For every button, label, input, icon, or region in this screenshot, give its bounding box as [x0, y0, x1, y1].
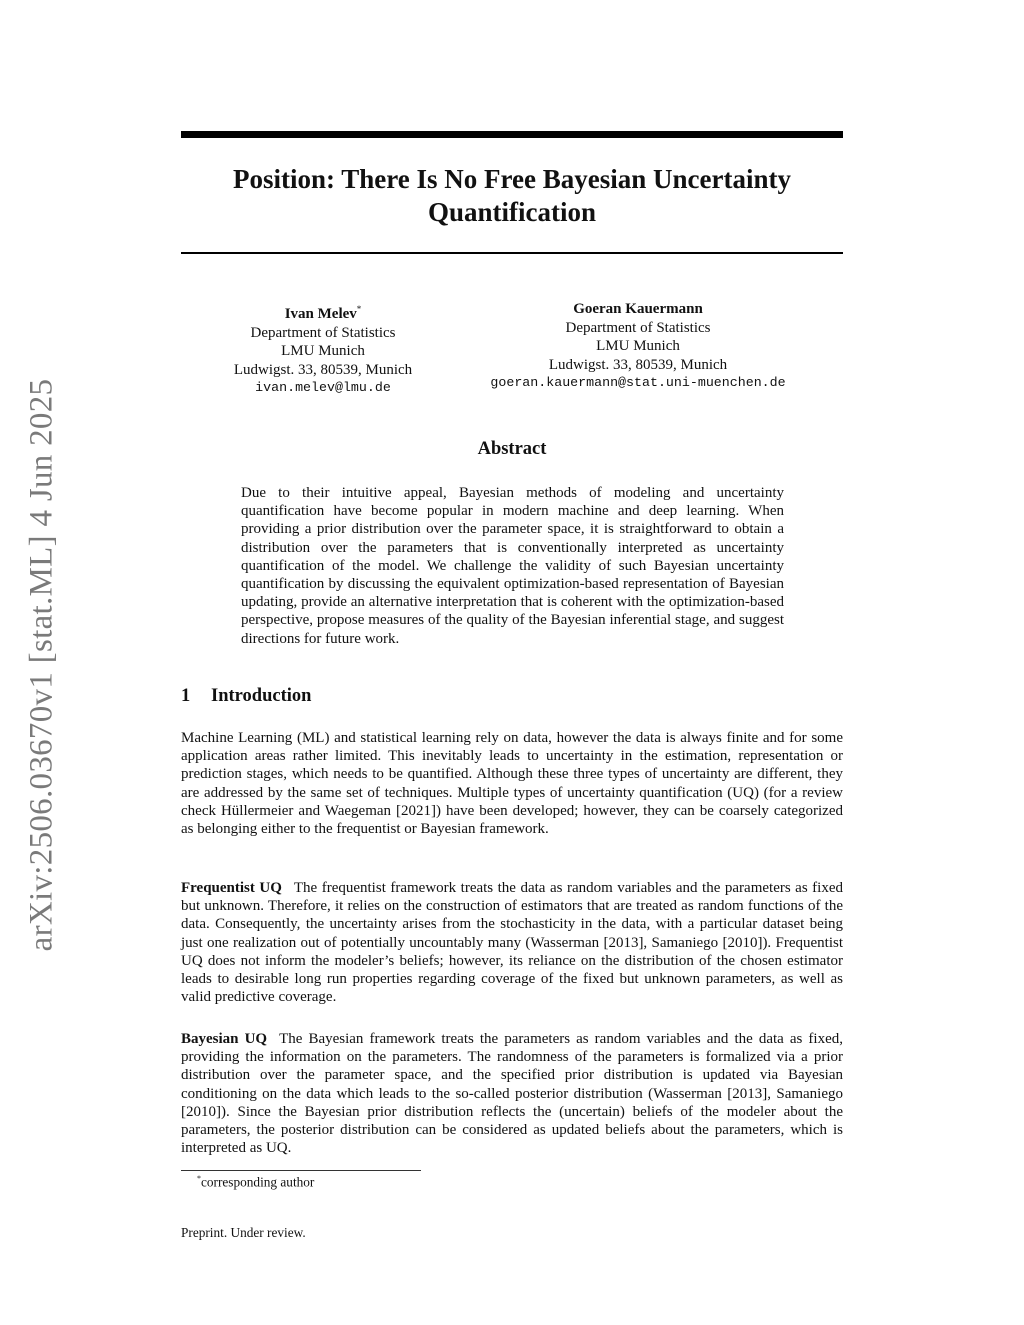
title-bottom-rule: [181, 252, 843, 254]
frequentist-paragraph: [181, 879, 843, 1006]
author-department: Department of Statistics: [250, 324, 396, 341]
author-email[interactable]: goeran.kauermann@stat.uni-muenchen.de: [490, 375, 786, 390]
author-institution: LMU Munich: [596, 338, 680, 354]
section-number: 1: [181, 686, 191, 706]
author-department: Department of Statistics: [565, 319, 711, 336]
bayesian-text: The Bayesian framework treats the parameters as random variables and the data as fixed, providing the information on the parameters. The randomness of the parameters is formalized via a prior distribution over the parameter space, and the specified prior distribution is updated via Bayesian conditioning on the data which leads to the so-called posterior distribution (Wasserman [2013], Samaniego [2010]). Since the Bayesian prior distribution reflects the (uncertain) beliefs of the modeler about the parameters, the posterior distribution can be considered as updated beliefs about the parameters, which is interpreted as UQ.: [181, 1031, 843, 1157]
author-block-1: [213, 300, 433, 398]
abstract-heading: Abstract: [477, 439, 547, 459]
preprint-notice: Preprint. Under review.: [181, 1225, 306, 1240]
paper-title: [181, 163, 843, 229]
author-email[interactable]: ivan.melev@lmu.de: [255, 380, 391, 395]
author-name: Goeran Kauermann: [573, 301, 703, 317]
author-name-text: Ivan Melev: [284, 306, 357, 322]
footnote-text: corresponding author: [201, 1174, 315, 1190]
section-title: Introduction: [211, 686, 312, 706]
footnote-mark: *: [197, 1174, 201, 1183]
author-name: [213, 300, 433, 324]
author-address: Ludwigst. 33, 80539, Munich: [233, 361, 413, 378]
paper-title-line-2: Quantification: [427, 197, 596, 227]
bayesian-paragraph: [181, 1030, 843, 1157]
section-heading: [181, 686, 311, 707]
intro-paragraph: Machine Learning (ML) and statistical learning rely on data, however the data is always finite and for some application areas rather limited. This inevitably leads to uncertainty in the estimation, representation or prediction stages, which needs to be quantified. Although these three types of uncertainty are different, they are addressed by the same set of techniques. Multiple types of uncertainty quantification (UQ) (for a review check Hüllermeier and Waegeman [2021]) have been developed; however, they can be coarsely categorized as belonging either to the frequentist or Bayesian framework.: [181, 730, 843, 838]
title-top-rule: [181, 131, 843, 138]
abstract-text: Due to their intuitive appeal, Bayesian methods of modeling and uncertainty quantification have become popular in modern machine and deep learning. When providing a prior distribution over the parameter space, it is straightforward to obtain a distribution over the parameters that is conventionally interpreted as uncertainty quantification of the model. We challenge the validity of such Bayesian uncertainty quantification by discussing the equivalent optimization-based representation of Bayesian updating, provide an alternative interpretation that is coherent with the optimization-based perspective, propose measures of the quality of the Bayesian inferential stage, and suggest directions for future work.: [241, 485, 784, 647]
paper-title-line-1: Position: There Is No Free Bayesian Uncertainty: [233, 164, 791, 194]
footnote-rule: [181, 1170, 421, 1171]
bayesian-heading: Bayesian UQ: [181, 1031, 268, 1047]
author-institution: LMU Munich: [281, 343, 365, 359]
author-footnote-mark: *: [356, 304, 362, 314]
arxiv-identifier-stamp: arXiv:2506.03670v1 [stat.ML] 4 Jun 2025: [23, 378, 60, 952]
frequentist-heading: Frequentist UQ: [181, 880, 282, 896]
author-address: Ludwigst. 33, 80539, Munich: [548, 356, 728, 373]
author-block-2: [468, 300, 808, 393]
footnote: [197, 1174, 314, 1190]
frequentist-text: The frequentist framework treats the data as random variables and the parameters as fixed but unknown. Therefore, it relies on the construction of estimators that are treated as random functions of the data. Consequently, the uncertainty arises from the stochasticity in the data, with a particular dataset being just one realization out of potentially uncountably many (Wasserman [2013], Samaniego [2010]). Frequentist UQ does not inform the modeler’s beliefs; however, its reliance on the distribution of the chosen estimator leads to desirable long run properties regarding coverage of the fixed but unknown parameters, as well as valid predictive coverage.: [181, 880, 843, 1006]
